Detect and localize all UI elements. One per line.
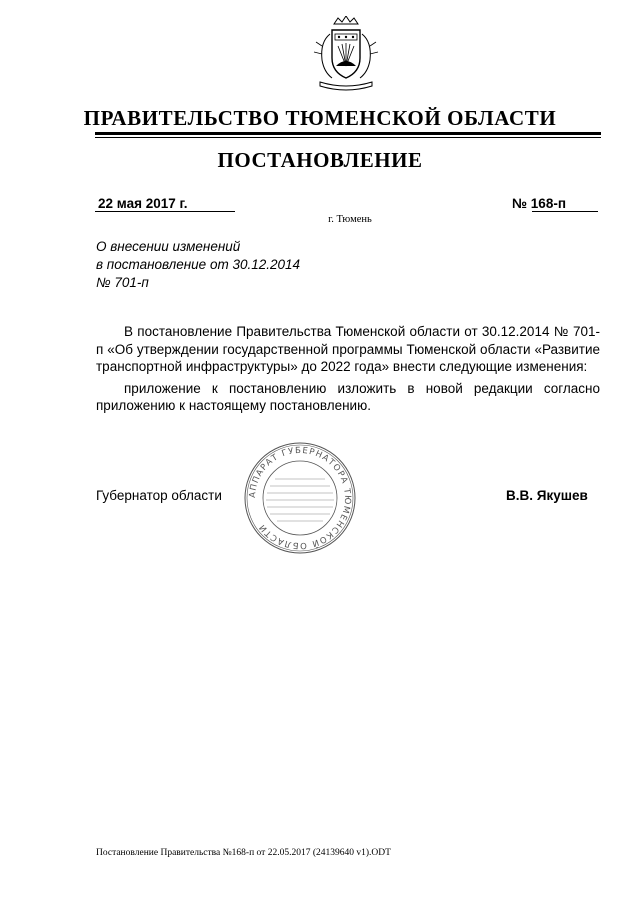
- coat-of-arms-icon: [308, 16, 384, 96]
- document-subject: [96, 238, 300, 292]
- body-paragraph: В постановление Правительства Тюменской области от 30.12.2014 № 701-п «Об утверждении государственной программы Тюменской области «Развитие транспортной инфраструктуры» до 2022 года» внести следующие изменения:: [96, 324, 600, 374]
- government-title: ПРАВИТЕЛЬСТВО ТЮМЕНСКОЙ ОБЛАСТИ: [83, 106, 557, 130]
- signer-title: Губернатор области: [96, 488, 222, 503]
- document-date: 22 мая 2017 г.: [98, 196, 188, 211]
- subject-line: в постановление от 30.12.2014: [96, 257, 301, 272]
- body-paragraph: приложение к постановлению изложить в новой редакции согласно приложению к настоящему постановлению.: [96, 380, 600, 413]
- title-rule-thin: [95, 137, 601, 138]
- seal-ring-text: АППАРАТ ГУБЕРНАТОРА ТЮМЕНСКОЙ ОБЛАСТИ: [247, 445, 353, 551]
- title-rule-thick: [95, 132, 601, 135]
- document-city: г. Тюмень: [328, 214, 372, 225]
- number-underline: [532, 211, 598, 212]
- date-underline: [95, 211, 235, 212]
- footer-filename: Постановление Правительства №168-п от 22.05.2017 (24139640 v1).ODT: [96, 848, 391, 858]
- document-number: № 168-п: [512, 196, 566, 211]
- signer-name: В.В. Якушев: [506, 488, 588, 503]
- subject-line: О внесении изменений: [96, 239, 241, 254]
- document-type: ПОСТАНОВЛЕНИЕ: [217, 148, 423, 172]
- subject-line: № 701-п: [96, 275, 149, 290]
- document-body: [96, 323, 600, 415]
- official-seal-icon: [243, 441, 357, 555]
